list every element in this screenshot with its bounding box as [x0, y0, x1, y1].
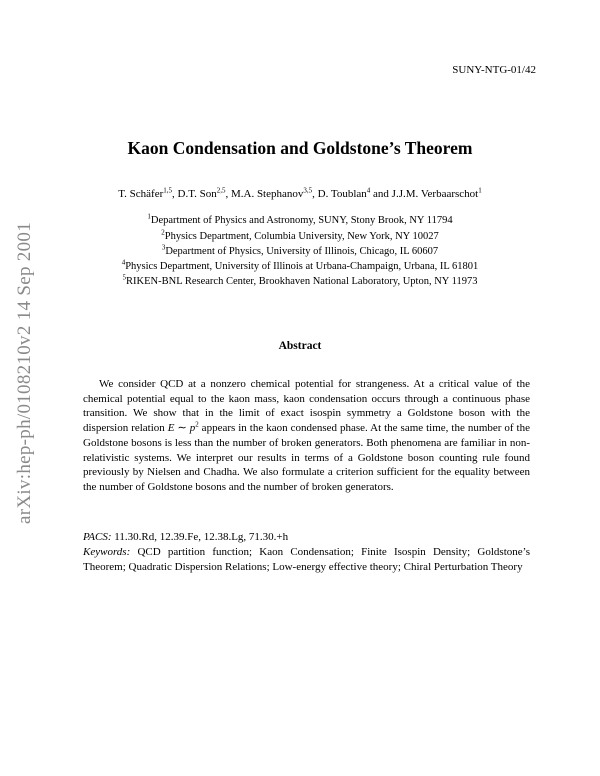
affiliation-text: Physics Department, University of Illinois at Urbana-Champaign, Urbana, IL 61801	[125, 261, 479, 272]
author-affil-mark: 4	[366, 186, 371, 195]
report-number: SUNY-NTG-01/42	[452, 64, 536, 76]
affiliation-4	[0, 258, 600, 272]
math-symbol: E	[167, 422, 175, 435]
abstract-body	[83, 377, 530, 495]
affiliation-2	[0, 228, 600, 242]
author-list: T. Schäfer$^{1,5}$, D.T. Son$^{2,5}$, M.A. Stephanov$^{3,5}$, D. Toublan$^4$ and J.J.M. Verbaarschot$^1$	[118, 186, 482, 200]
paper-title: Kaon Condensation and Goldstone’s Theorem	[127, 138, 473, 158]
keywords-value: QCD partition function; Kaon Condensation; Finite Isospin Density; Goldstone’s Theorem; Quadratic Dispersion Relations; Low-energy effective theory; Chiral Perturbation Theory	[83, 546, 530, 573]
author-affil-mark: 2,5	[216, 186, 226, 195]
math-symbol: ∼	[174, 422, 190, 435]
math-exponent: 2	[195, 420, 199, 429]
affiliation-3	[0, 243, 600, 257]
affiliation-text: Department of Physics and Astronomy, SUNY, Stony Brook, NY 11794	[150, 215, 453, 226]
affiliation-text: Physics Department, Columbia University, New York, NY 10027	[164, 231, 439, 242]
author: J.J.M. Verbaarschot	[391, 188, 479, 200]
keywords-label: Keywords:	[83, 546, 131, 558]
keywords-block	[83, 545, 530, 574]
author: M.A. Stephanov	[230, 188, 304, 200]
arxiv-side-stamp: arXiv:hep-ph/0108210v2 14 Sep 2001	[14, 221, 35, 525]
abstract-text: appears in the kaon condensed phase. At the same time, the number of the Goldstone bosons is less than the number of broken generators. Both phenomena are familiar in non-relativistic systems. We interpret our results in terms of a Goldstone boson counting rule found previously by Nielsen and Chadha. We also formulate a criterion sufficient for the equality between the number of Goldstone bosons and the number of broken generators.	[83, 422, 530, 493]
affiliation-mark: 5	[122, 273, 127, 282]
affiliation-mark: 4	[121, 258, 126, 267]
affiliation-mark: 2	[161, 228, 165, 237]
abstract-heading: Abstract	[278, 340, 322, 352]
affiliation-text: RIKEN-BNL Research Center, Brookhaven National Laboratory, Upton, NY 11973	[126, 276, 478, 287]
affiliation-text: Department of Physics, University of Illinois, Chicago, IL 60607	[165, 246, 439, 257]
author: D. Toublan	[317, 188, 367, 200]
pacs-line	[83, 530, 530, 545]
pacs-label: PACS:	[83, 531, 112, 543]
author: T. Schäfer	[118, 188, 164, 200]
affiliation-1	[0, 212, 600, 226]
author-affil-mark: 1	[478, 186, 482, 195]
affiliation-mark: 1	[147, 212, 151, 221]
math-symbol: p	[189, 422, 196, 435]
affiliation-mark: 3	[161, 243, 166, 252]
author-affil-mark: 1,5	[163, 186, 172, 195]
abstract-text: We consider QCD at a nonzero chemical potential for strangeness. At a critical value of the chemical potential equal to the kaon mass, kaon condensation occurs through a continuous phase transition. We show that in the limit of exact isospin symmetry a Goldstone boson with the dispersion relation	[83, 378, 530, 435]
pacs-value: 11.30.Rd, 12.39.Fe, 12.38.Lg, 71.30.+h	[111, 531, 289, 543]
author-affil-mark: 3,5	[303, 186, 313, 195]
author: D.T. Son	[177, 188, 217, 200]
affiliation-5	[0, 273, 600, 287]
author-conjunction: and	[373, 188, 389, 200]
